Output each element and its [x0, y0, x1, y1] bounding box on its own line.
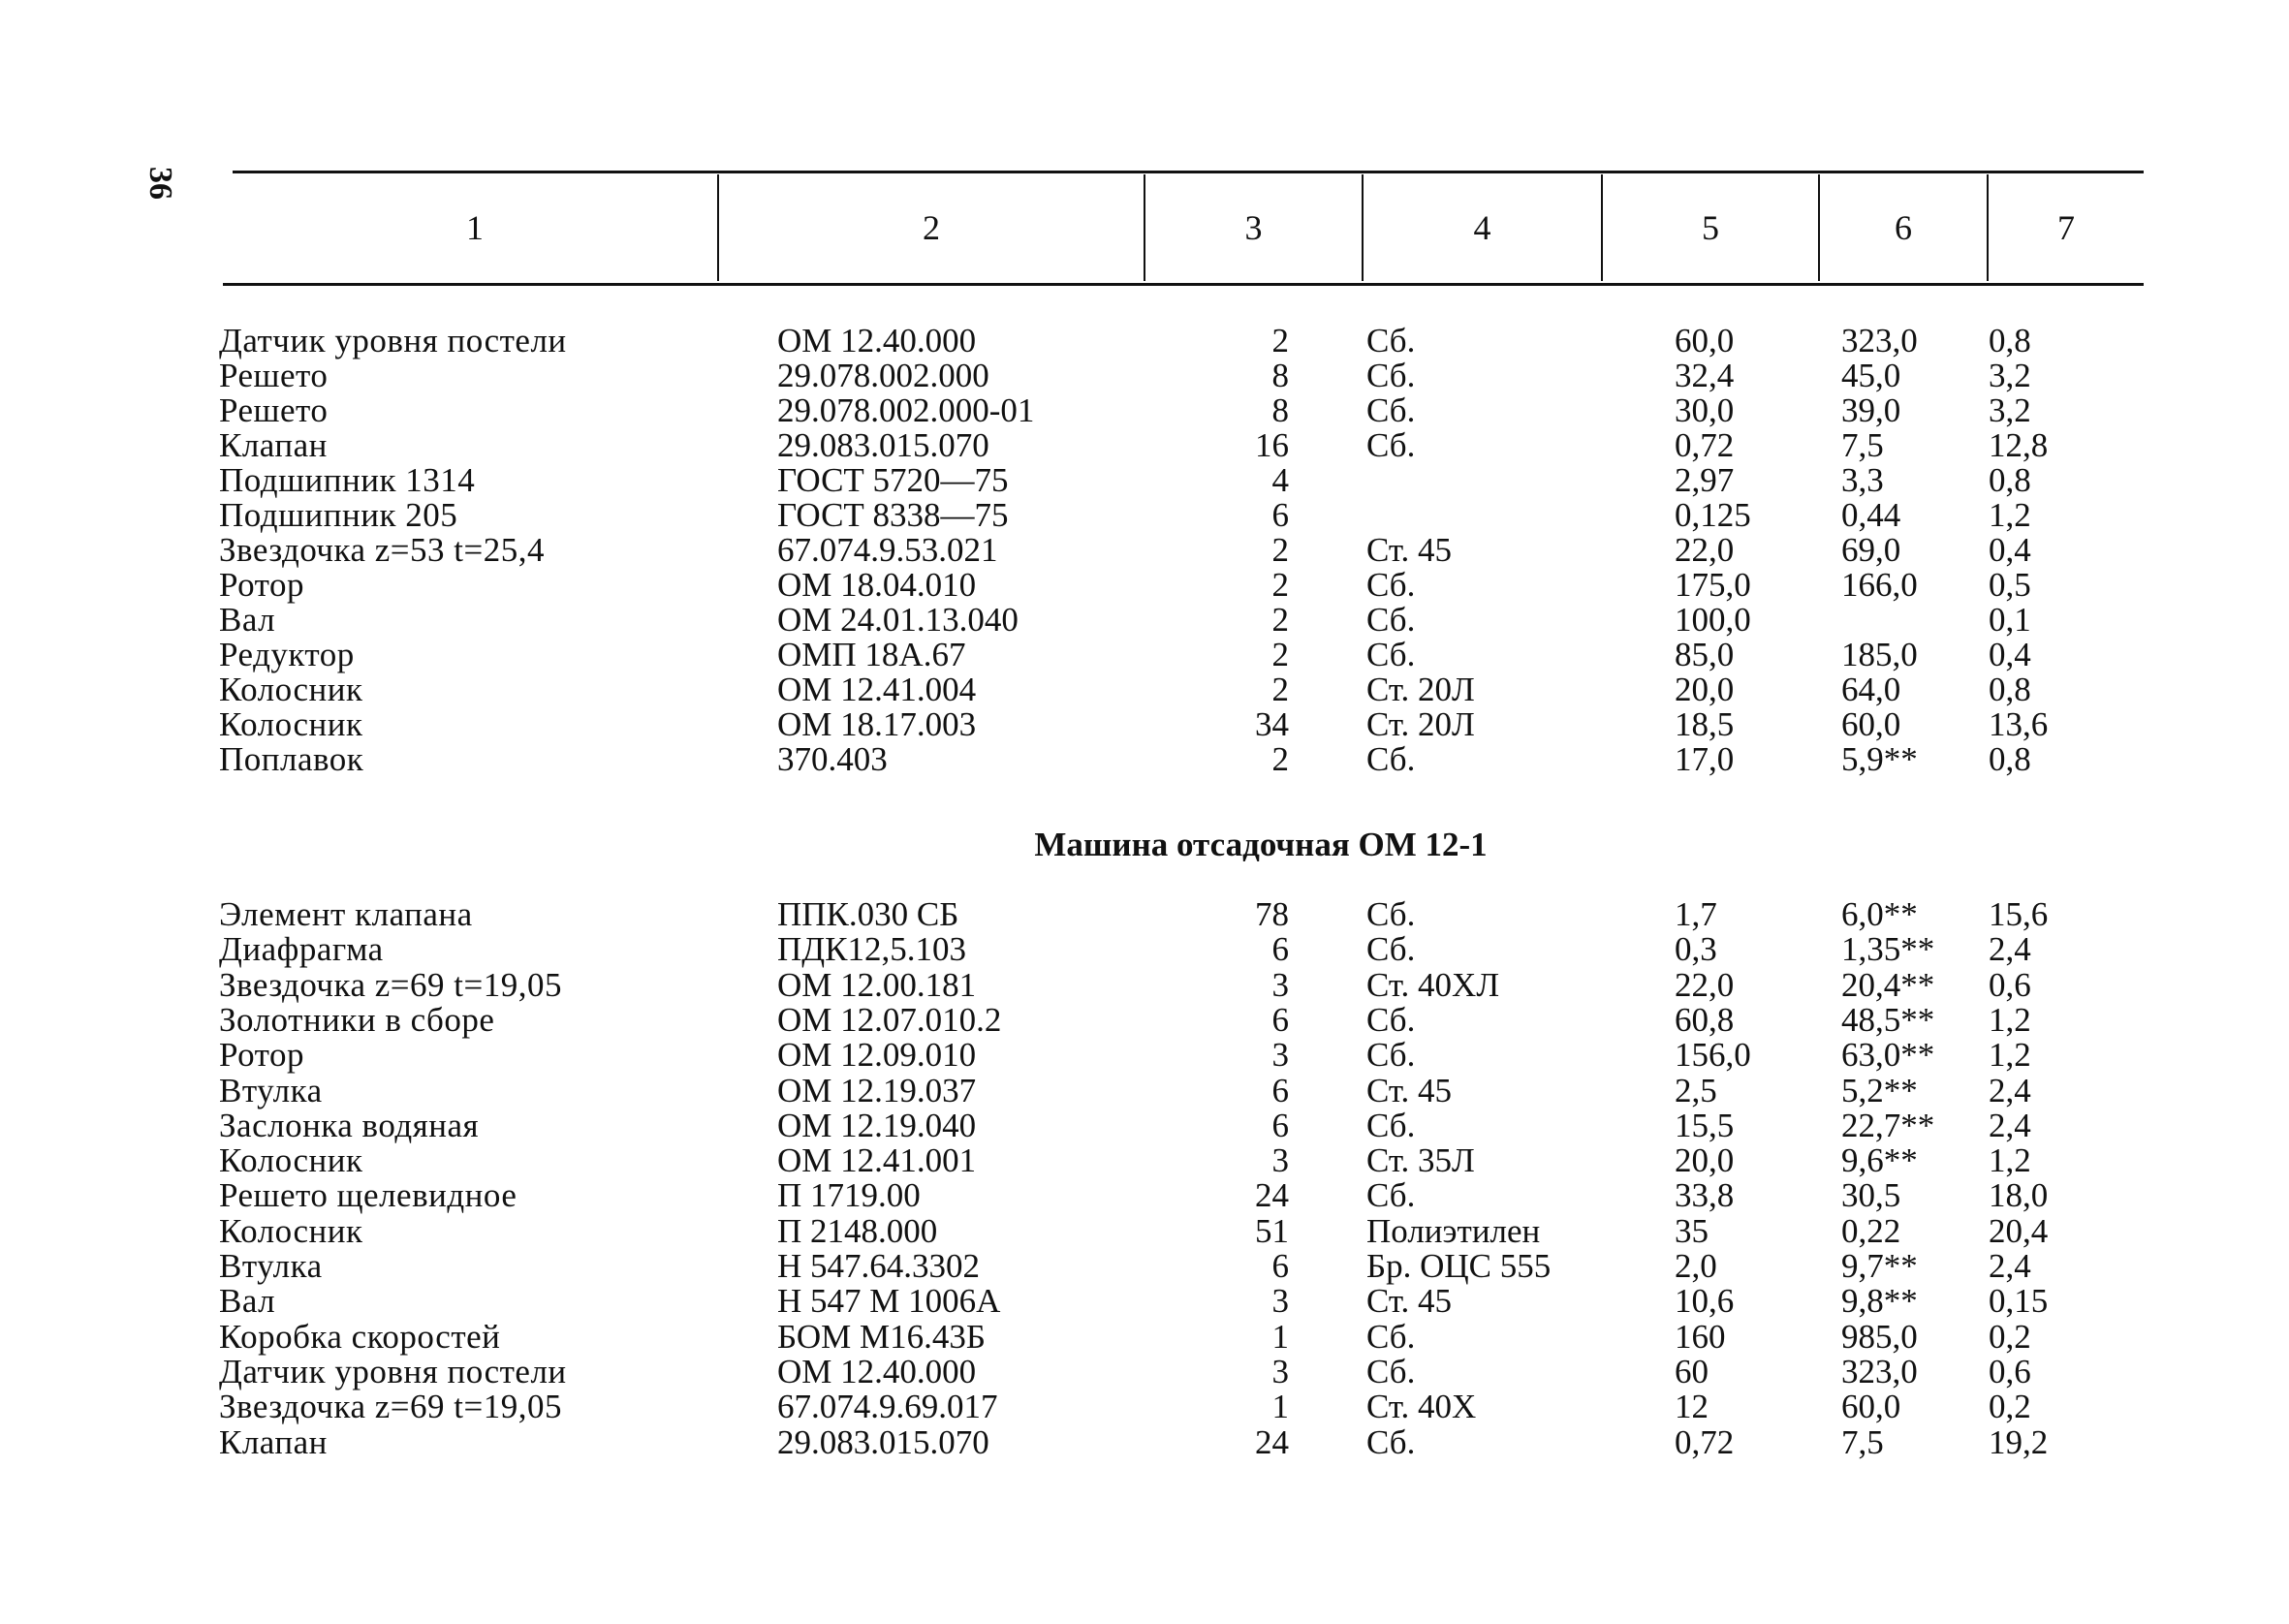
- cell-material: Сб.: [1366, 391, 1416, 429]
- table-row: [0, 672, 2289, 707]
- cell-value-7: 0,6: [1989, 1352, 2031, 1390]
- table-row: [0, 359, 2289, 393]
- cell-item-name: Подшипник 1314: [219, 461, 476, 499]
- cell-material: Ст. 40Х: [1366, 1388, 1477, 1426]
- cell-designation: ОМ 12.07.010.2: [777, 1000, 1002, 1039]
- cell-designation: Н 547.64.3302: [777, 1247, 981, 1285]
- cell-item-name: Колосник: [219, 705, 363, 743]
- cell-item-name: Диафрагма: [219, 930, 384, 969]
- cell-value-6: 1,35**: [1841, 930, 1935, 969]
- cell-value-7: 2,4: [1989, 1071, 2031, 1109]
- cell-value-5: 17,0: [1675, 740, 1735, 778]
- cell-quantity: 1: [1271, 1388, 1289, 1426]
- cell-value-5: 22,0: [1675, 531, 1735, 569]
- header-col-5: 5: [1702, 208, 1719, 247]
- cell-value-6: 69,0: [1841, 531, 1901, 569]
- cell-material: Сб.: [1366, 1352, 1416, 1390]
- cell-item-name: Подшипник 205: [219, 496, 458, 534]
- page-number: 36: [142, 167, 178, 200]
- cell-value-6: 60,0: [1841, 1388, 1901, 1426]
- cell-item-name: Звездочка z=53 t=25,4: [219, 531, 546, 569]
- table-row: [0, 428, 2289, 463]
- cell-quantity: 8: [1271, 357, 1289, 394]
- cell-material: Сб.: [1366, 895, 1416, 933]
- cell-quantity: 6: [1271, 1000, 1289, 1039]
- cell-quantity: 3: [1271, 1352, 1289, 1390]
- cell-quantity: 24: [1255, 1422, 1289, 1461]
- cell-material: Бр. ОЦС 555: [1366, 1247, 1552, 1285]
- cell-material: Сб.: [1366, 1176, 1416, 1215]
- table-row: [0, 1071, 2289, 1109]
- cell-quantity: 6: [1271, 1106, 1289, 1144]
- cell-item-name: Золотники в сборе: [219, 1000, 495, 1039]
- cell-designation: ГОСТ 5720—75: [777, 461, 1009, 499]
- cell-item-name: Колосник: [219, 1141, 363, 1180]
- cell-value-6: 63,0**: [1841, 1036, 1935, 1075]
- table-row: [0, 1422, 2289, 1461]
- cell-item-name: Редуктор: [219, 636, 355, 673]
- table-row: [0, 897, 2289, 932]
- cell-quantity: 8: [1271, 391, 1289, 429]
- cell-quantity: 4: [1271, 461, 1289, 499]
- cell-value-5: 0,72: [1675, 1422, 1735, 1461]
- cell-value-5: 0,3: [1675, 930, 1717, 969]
- cell-value-7: 0,15: [1989, 1282, 2049, 1321]
- cell-material: Сб.: [1366, 322, 1416, 359]
- cell-designation: ОМ 12.19.037: [777, 1071, 977, 1109]
- cell-quantity: 2: [1271, 740, 1289, 778]
- cell-designation: ОМ 12.41.004: [777, 671, 977, 708]
- cell-value-5: 20,0: [1675, 671, 1735, 708]
- cell-value-6: 39,0: [1841, 391, 1901, 429]
- cell-value-7: 0,2: [1989, 1317, 2031, 1356]
- cell-designation: БОМ М16.43Б: [777, 1317, 986, 1356]
- cell-quantity: 24: [1255, 1176, 1289, 1215]
- cell-value-6: 22,7**: [1841, 1106, 1935, 1144]
- cell-value-5: 0,72: [1675, 426, 1735, 464]
- cell-material: Сб.: [1366, 1106, 1416, 1144]
- cell-value-5: 22,0: [1675, 965, 1735, 1004]
- cell-value-5: 2,0: [1675, 1247, 1717, 1285]
- cell-value-6: 323,0: [1841, 1352, 1918, 1390]
- cell-item-name: Ротор: [219, 1036, 304, 1075]
- table-row: [0, 1106, 2289, 1144]
- cell-value-6: 9,6**: [1841, 1141, 1918, 1180]
- cell-designation: ОМ 12.19.040: [777, 1106, 977, 1144]
- cell-value-6: 3,3: [1841, 461, 1884, 499]
- cell-value-6: 60,0: [1841, 705, 1901, 743]
- cell-value-7: 1,2: [1989, 1141, 2031, 1180]
- cell-material: Сб.: [1366, 357, 1416, 394]
- cell-material: Сб.: [1366, 1036, 1416, 1075]
- cell-value-5: 10,6: [1675, 1282, 1735, 1321]
- cell-value-7: 0,8: [1989, 740, 2031, 778]
- cell-material: Ст. 40ХЛ: [1366, 965, 1500, 1004]
- cell-value-7: 0,1: [1989, 601, 2031, 639]
- cell-value-7: 0,4: [1989, 636, 2031, 673]
- cell-value-5: 85,0: [1675, 636, 1735, 673]
- cell-value-7: 1,2: [1989, 1036, 2031, 1075]
- cell-item-name: Колосник: [219, 671, 363, 708]
- cell-quantity: 2: [1271, 566, 1289, 604]
- cell-value-7: 1,2: [1989, 1000, 2031, 1039]
- header-col-1: 1: [466, 208, 484, 247]
- cell-value-6: 5,9**: [1841, 740, 1918, 778]
- cell-designation: ГОСТ 8338—75: [777, 496, 1009, 534]
- cell-designation: 29.078.002.000-01: [777, 391, 1035, 429]
- cell-quantity: 6: [1271, 496, 1289, 534]
- cell-item-name: Втулка: [219, 1071, 323, 1109]
- cell-value-6: 45,0: [1841, 357, 1901, 394]
- cell-quantity: 78: [1255, 895, 1289, 933]
- cell-value-5: 35: [1675, 1211, 1709, 1250]
- cell-quantity: 2: [1271, 671, 1289, 708]
- cell-quantity: 6: [1271, 1071, 1289, 1109]
- cell-value-7: 0,6: [1989, 965, 2031, 1004]
- cell-designation: ОМ 12.00.181: [777, 965, 977, 1004]
- header-bottom-rule: [223, 283, 2144, 286]
- cell-value-7: 15,6: [1989, 895, 2049, 933]
- cell-item-name: Ротор: [219, 566, 304, 604]
- cell-designation: 29.078.002.000: [777, 357, 989, 394]
- cell-item-name: Датчик уровня постели: [219, 1352, 567, 1390]
- cell-quantity: 2: [1271, 531, 1289, 569]
- cell-value-5: 100,0: [1675, 601, 1751, 639]
- cell-value-6: 64,0: [1841, 671, 1901, 708]
- cell-value-5: 60: [1675, 1352, 1709, 1390]
- header-top-rule: [233, 171, 2144, 173]
- cell-quantity: 6: [1271, 930, 1289, 969]
- cell-quantity: 51: [1255, 1211, 1289, 1250]
- cell-designation: 29.083.015.070: [777, 1422, 989, 1461]
- cell-value-5: 12: [1675, 1388, 1709, 1426]
- cell-item-name: Элемент клапана: [219, 895, 473, 933]
- cell-value-7: 3,2: [1989, 391, 2031, 429]
- cell-material: Сб.: [1366, 566, 1416, 604]
- table-row: [0, 463, 2289, 498]
- cell-quantity: 34: [1255, 705, 1289, 743]
- cell-value-5: 60,0: [1675, 322, 1735, 359]
- cell-designation: ОМ 12.40.000: [777, 322, 977, 359]
- cell-item-name: Решето: [219, 391, 329, 429]
- table-row: [0, 1000, 2289, 1039]
- cell-item-name: Поплавок: [219, 740, 364, 778]
- cell-value-5: 156,0: [1675, 1036, 1751, 1075]
- cell-value-6: 323,0: [1841, 322, 1918, 359]
- cell-item-name: Втулка: [219, 1247, 323, 1285]
- table-row: [0, 1390, 2289, 1424]
- cell-value-7: 20,4: [1989, 1211, 2049, 1250]
- cell-value-7: 2,4: [1989, 1106, 2031, 1144]
- cell-material: Сб.: [1366, 636, 1416, 673]
- cell-value-5: 30,0: [1675, 391, 1735, 429]
- table-row: [0, 568, 2289, 603]
- table-row: [0, 965, 2289, 1004]
- cell-value-7: 0,2: [1989, 1388, 2031, 1426]
- table-row: [0, 1317, 2289, 1356]
- cell-value-5: 0,125: [1675, 496, 1751, 534]
- cell-value-7: 0,8: [1989, 322, 2031, 359]
- table-row: [0, 932, 2289, 967]
- cell-value-5: 18,5: [1675, 705, 1735, 743]
- table-row: [0, 1038, 2289, 1073]
- cell-designation: ОМ 12.09.010: [777, 1036, 977, 1075]
- cell-value-6: 7,5: [1841, 426, 1884, 464]
- cell-designation: ОМ 24.01.13.040: [777, 601, 1019, 639]
- cell-quantity: 3: [1271, 1141, 1289, 1180]
- cell-value-6: 7,5: [1841, 1422, 1884, 1461]
- cell-quantity: 2: [1271, 636, 1289, 673]
- cell-material: Сб.: [1366, 740, 1416, 778]
- cell-material: Ст. 20Л: [1366, 705, 1475, 743]
- cell-value-7: 13,6: [1989, 705, 2049, 743]
- cell-quantity: 16: [1255, 426, 1289, 464]
- cell-value-6: 6,0**: [1841, 895, 1918, 933]
- cell-value-7: 0,5: [1989, 566, 2031, 604]
- cell-value-5: 160: [1675, 1317, 1726, 1356]
- cell-value-5: 2,5: [1675, 1071, 1717, 1109]
- cell-item-name: Вал: [219, 1282, 276, 1321]
- cell-value-6: 5,2**: [1841, 1071, 1918, 1109]
- cell-item-name: Клапан: [219, 426, 328, 464]
- table-row: [0, 1143, 2289, 1178]
- cell-designation: 67.074.9.53.021: [777, 531, 998, 569]
- cell-item-name: Коробка скоростей: [219, 1317, 501, 1356]
- cell-value-6: 985,0: [1841, 1317, 1918, 1356]
- cell-material: Сб.: [1366, 426, 1416, 464]
- cell-item-name: Звездочка z=69 t=19,05: [219, 965, 563, 1004]
- cell-item-name: Решето: [219, 357, 329, 394]
- cell-designation: ОМ 18.04.010: [777, 566, 977, 604]
- cell-designation: ОМ 18.17.003: [777, 705, 977, 743]
- cell-item-name: Вал: [219, 601, 276, 639]
- cell-material: Сб.: [1366, 1317, 1416, 1356]
- cell-material: Полиэтилен: [1366, 1211, 1541, 1250]
- cell-item-name: Колосник: [219, 1211, 363, 1250]
- cell-designation: ОМП 18А.67: [777, 636, 966, 673]
- table-row: [0, 1211, 2289, 1250]
- cell-value-5: 33,8: [1675, 1176, 1735, 1215]
- cell-value-7: 1,2: [1989, 496, 2031, 534]
- cell-value-6: 0,22: [1841, 1211, 1901, 1250]
- table-row: [0, 1284, 2289, 1319]
- cell-item-name: Решето щелевидное: [219, 1176, 517, 1215]
- header-col-3: 3: [1244, 208, 1263, 247]
- cell-designation: 67.074.9.69.017: [777, 1388, 998, 1426]
- cell-value-7: 2,4: [1989, 1247, 2031, 1285]
- cell-value-7: 0,8: [1989, 461, 2031, 499]
- cell-value-6: 9,7**: [1841, 1247, 1918, 1285]
- cell-value-7: 12,8: [1989, 426, 2049, 464]
- cell-designation: П 1719.00: [777, 1176, 921, 1215]
- cell-value-6: 185,0: [1841, 636, 1918, 673]
- cell-material: Ст. 45: [1366, 1071, 1453, 1109]
- header-col-2: 2: [923, 208, 940, 247]
- table-row: [0, 1249, 2289, 1284]
- cell-material: Сб.: [1366, 1000, 1416, 1039]
- cell-designation: 29.083.015.070: [777, 426, 989, 464]
- cell-designation: ОМ 12.41.001: [777, 1141, 977, 1180]
- table-row: [0, 603, 2289, 638]
- cell-quantity: 3: [1271, 1036, 1289, 1075]
- header-col-4: 4: [1473, 208, 1491, 247]
- cell-value-7: 19,2: [1989, 1422, 2049, 1461]
- cell-value-6: 0,44: [1841, 496, 1901, 534]
- table-row: [0, 1178, 2289, 1213]
- cell-item-name: Заслонка водяная: [219, 1106, 480, 1144]
- cell-value-7: 3,2: [1989, 357, 2031, 394]
- section-title: Машина отсадочная ОМ 12-1: [1034, 826, 1488, 863]
- cell-quantity: 6: [1271, 1247, 1289, 1285]
- table-row: [0, 742, 2289, 777]
- cell-designation: 370.403: [777, 740, 888, 778]
- cell-value-5: 2,97: [1675, 461, 1735, 499]
- cell-material: Сб.: [1366, 601, 1416, 639]
- cell-designation: ПДК12,5.103: [777, 930, 966, 969]
- header-col-7: 7: [2057, 208, 2075, 247]
- header-col-6: 6: [1895, 208, 1912, 247]
- cell-value-6: 20,4**: [1841, 965, 1935, 1004]
- cell-material: Ст. 45: [1366, 1282, 1453, 1321]
- cell-item-name: Звездочка z=69 t=19,05: [219, 1388, 563, 1426]
- cell-value-7: 0,8: [1989, 671, 2031, 708]
- cell-value-6: 30,5: [1841, 1176, 1901, 1215]
- cell-value-6: 166,0: [1841, 566, 1918, 604]
- cell-designation: ППК.030 СБ: [777, 895, 959, 933]
- cell-value-5: 1,7: [1675, 895, 1717, 933]
- cell-material: Ст. 35Л: [1366, 1141, 1475, 1180]
- cell-value-7: 18,0: [1989, 1176, 2049, 1215]
- cell-value-5: 15,5: [1675, 1106, 1735, 1144]
- cell-item-name: Датчик уровня постели: [219, 322, 567, 359]
- cell-quantity: 3: [1271, 965, 1289, 1004]
- cell-value-7: 2,4: [1989, 930, 2031, 969]
- table-row: [0, 393, 2289, 428]
- cell-item-name: Клапан: [219, 1422, 328, 1461]
- cell-material: Сб.: [1366, 930, 1416, 969]
- table-row: [0, 1352, 2289, 1390]
- cell-quantity: 3: [1271, 1282, 1289, 1321]
- cell-value-6: 48,5**: [1841, 1000, 1935, 1039]
- cell-designation: Н 547 М 1006А: [777, 1282, 1001, 1321]
- cell-value-7: 0,4: [1989, 531, 2031, 569]
- cell-value-6: 9,8**: [1841, 1282, 1918, 1321]
- table-row: [0, 707, 2289, 742]
- cell-designation: ОМ 12.40.000: [777, 1352, 977, 1390]
- cell-quantity: 2: [1271, 601, 1289, 639]
- cell-quantity: 1: [1271, 1317, 1289, 1356]
- cell-material: Ст. 45: [1366, 531, 1453, 569]
- table-row: [0, 533, 2289, 568]
- cell-value-5: 32,4: [1675, 357, 1735, 394]
- cell-designation: П 2148.000: [777, 1211, 938, 1250]
- table-row: [0, 498, 2289, 533]
- cell-value-5: 60,8: [1675, 1000, 1735, 1039]
- cell-value-5: 175,0: [1675, 566, 1751, 604]
- table-row: [0, 324, 2289, 359]
- cell-value-5: 20,0: [1675, 1141, 1735, 1180]
- cell-quantity: 2: [1271, 322, 1289, 359]
- cell-material: Ст. 20Л: [1366, 671, 1475, 708]
- cell-material: Сб.: [1366, 1422, 1416, 1461]
- table-row: [0, 638, 2289, 672]
